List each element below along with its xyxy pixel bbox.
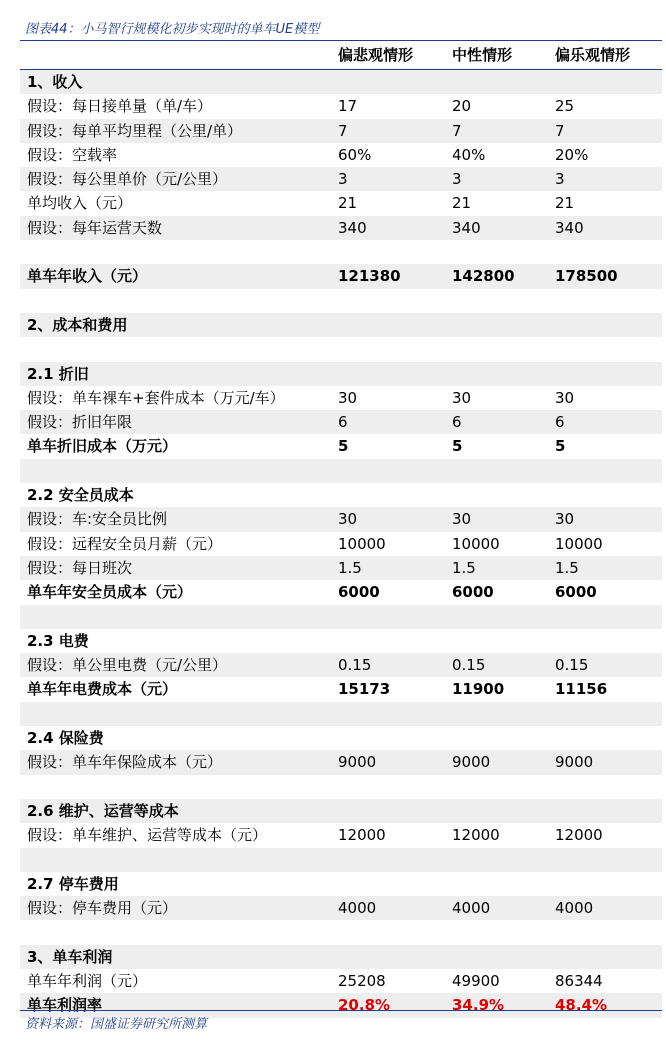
row-label: 单均收入（元）	[27, 194, 133, 213]
row-label: 2.2 安全员成本	[27, 486, 134, 505]
table-row	[20, 945, 662, 969]
row-label: 1、收入	[27, 73, 83, 91]
table-row	[20, 580, 662, 604]
table-row	[20, 605, 662, 629]
row-label: 2.1 折旧	[27, 364, 89, 383]
table-row	[20, 775, 662, 799]
row-label: 假设：空载率	[27, 145, 118, 164]
table-cell: 30	[452, 510, 472, 529]
table-row	[20, 216, 662, 240]
table-cell: 7	[452, 121, 462, 140]
table-row	[20, 264, 662, 288]
table-cell: 60%	[338, 145, 372, 164]
table-cell: 0.15	[452, 656, 486, 675]
row-label: 假设：停车费用（元）	[27, 899, 178, 918]
table-row	[20, 799, 662, 823]
row-label: 2.7 停车费用	[27, 874, 119, 893]
table-cell: 25208	[338, 971, 386, 990]
table-row	[20, 750, 662, 774]
table-cell: 21	[555, 194, 575, 213]
bottom-rule	[20, 1010, 662, 1011]
table-cell: 49900	[452, 971, 500, 990]
row-label: 假设：车:安全员比例	[27, 510, 168, 529]
row-label: 单车年利润（元）	[27, 971, 148, 990]
table-cell: 25	[555, 97, 575, 116]
table-cell: 20	[452, 97, 472, 116]
table-cell: 1.5	[338, 558, 362, 577]
row-label: 3、单车利润	[27, 947, 113, 966]
row-label: 2、成本和费用	[27, 315, 128, 334]
table-cell: 6	[338, 413, 348, 432]
table-cell: 30	[555, 388, 575, 407]
table-cell: 6000	[338, 583, 380, 602]
row-label: 假设：远程安全员月薪（元）	[27, 534, 223, 553]
table-cell: 178500	[555, 267, 618, 286]
row-label: 假设：每单平均里程（公里/单）	[27, 121, 243, 140]
table-row	[20, 702, 662, 726]
table-cell: 7	[338, 121, 348, 140]
table-cell: 0.15	[555, 656, 589, 675]
table-cell: 6	[555, 413, 565, 432]
row-label: 假设：单车裸车+套件成本（万元/车）	[27, 388, 285, 407]
table-row	[20, 532, 662, 556]
table-cell: 6000	[555, 583, 597, 602]
row-label: 2.4 保险费	[27, 729, 104, 748]
table-cell: 1.5	[555, 558, 579, 577]
table-cell: 30	[555, 510, 575, 529]
table-cell: 9000	[452, 753, 491, 772]
table-cell: 7	[555, 121, 565, 140]
table-cell: 15173	[338, 680, 391, 699]
table-row	[20, 920, 662, 944]
table-row	[20, 726, 662, 750]
row-label: 2.3 电费	[27, 631, 89, 650]
table-row	[20, 896, 662, 920]
table-row	[20, 434, 662, 458]
ue-model-table	[20, 41, 662, 1018]
table-row	[20, 483, 662, 507]
table-row	[20, 653, 662, 677]
table-cell: 3	[555, 170, 565, 189]
table-cell: 20%	[555, 145, 589, 164]
table-row	[20, 70, 662, 94]
figure-caption: 图表44：小马智行规模化初步实现时的单车UE模型	[25, 22, 320, 37]
row-label: 假设：单车年保险成本（元）	[27, 753, 223, 772]
row-label: 单车年电费成本（元）	[27, 680, 178, 699]
table-cell: 30	[452, 388, 472, 407]
table-cell: 40%	[452, 145, 486, 164]
table-row	[20, 191, 662, 215]
table-row	[20, 410, 662, 434]
table-cell: 340	[555, 218, 584, 237]
table-cell: 340	[338, 218, 367, 237]
table-cell: 11156	[555, 680, 608, 699]
header-cell-pessimistic: 偏悲观情形	[338, 46, 414, 64]
table-header-row	[20, 41, 662, 70]
table-row	[20, 848, 662, 872]
row-label: 单车年安全员成本（元）	[27, 583, 193, 602]
table-cell: 12000	[555, 826, 603, 845]
table-row	[20, 507, 662, 531]
table-cell: 86344	[555, 971, 603, 990]
row-label: 假设：每日接单量（单/车）	[27, 97, 213, 116]
table-cell: 4000	[452, 899, 491, 918]
table-cell: 5	[452, 437, 463, 456]
table-cell: 3	[338, 170, 348, 189]
table-row	[20, 289, 662, 313]
table-body	[20, 70, 662, 1018]
table-row	[20, 629, 662, 653]
table-cell: 20.8%	[338, 996, 391, 1015]
table-cell: 0.15	[338, 656, 372, 675]
row-label: 假设：每年运营天数	[27, 218, 163, 237]
table-cell: 6	[452, 413, 462, 432]
table-cell: 30	[338, 510, 358, 529]
row-label: 假设：单车维护、运营等成本（元）	[27, 826, 268, 845]
table-cell: 4000	[338, 899, 377, 918]
table-row	[20, 386, 662, 410]
table-cell: 340	[452, 218, 481, 237]
row-label: 假设：折旧年限	[27, 413, 133, 432]
table-row	[20, 119, 662, 143]
table-row	[20, 556, 662, 580]
table-cell: 4000	[555, 899, 594, 918]
table-cell: 5	[338, 437, 349, 456]
table-row	[20, 459, 662, 483]
table-row	[20, 362, 662, 386]
table-cell: 10000	[555, 534, 603, 553]
table-cell: 21	[452, 194, 472, 213]
row-label: 假设：每公里单价（元/公里）	[27, 170, 228, 189]
table-cell: 48.4%	[555, 996, 608, 1015]
table-row	[20, 969, 662, 993]
table-cell: 10000	[338, 534, 386, 553]
table-row	[20, 337, 662, 361]
table-cell: 142800	[452, 267, 515, 286]
source-note: 资料来源：国盛证券研究所测算	[25, 1017, 208, 1032]
header-cell-optimistic: 偏乐观情形	[555, 46, 631, 64]
table-cell: 11900	[452, 680, 505, 699]
row-label: 单车利润率	[27, 996, 103, 1015]
table-cell: 9000	[338, 753, 377, 772]
table-cell: 34.9%	[452, 996, 505, 1015]
table-cell: 17	[338, 97, 358, 116]
table-cell: 12000	[452, 826, 500, 845]
table-row	[20, 823, 662, 847]
header-cell-neutral: 中性情形	[452, 46, 513, 64]
table-row	[20, 677, 662, 701]
table-cell: 9000	[555, 753, 594, 772]
table-cell: 3	[452, 170, 462, 189]
row-label: 假设：单公里电费（元/公里）	[27, 656, 228, 675]
table-cell: 1.5	[452, 558, 476, 577]
row-label: 单车折旧成本（万元）	[27, 437, 178, 456]
row-label: 假设：每日班次	[27, 558, 133, 577]
table-cell: 12000	[338, 826, 386, 845]
table-cell: 6000	[452, 583, 494, 602]
table-row	[20, 167, 662, 191]
row-label: 2.6 维护、运营等成本	[27, 801, 179, 820]
table-cell: 30	[338, 388, 358, 407]
table-row	[20, 143, 662, 167]
table-row	[20, 240, 662, 264]
table-cell: 21	[338, 194, 358, 213]
row-label: 单车年收入（元）	[27, 267, 148, 286]
table-cell: 5	[555, 437, 566, 456]
table-row	[20, 313, 662, 337]
table-cell: 121380	[338, 267, 401, 286]
table-row	[20, 872, 662, 896]
table-cell: 10000	[452, 534, 500, 553]
table-row	[20, 94, 662, 118]
